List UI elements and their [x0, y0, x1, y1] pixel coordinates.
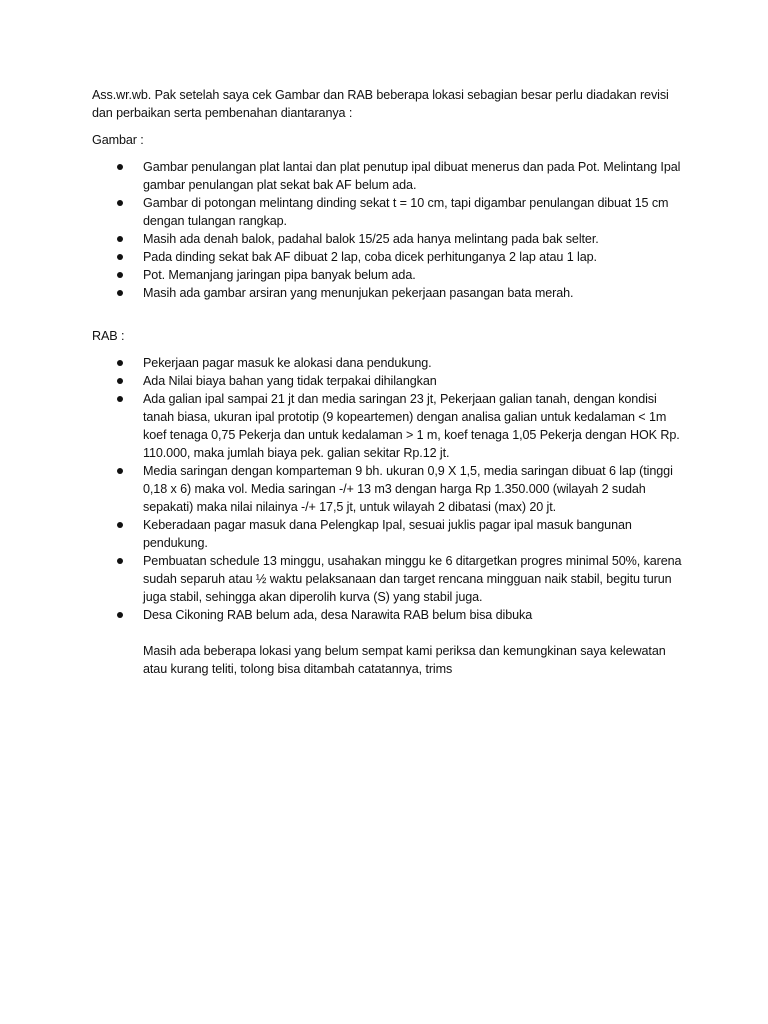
list-item	[92, 516, 682, 552]
list-item-text: Desa Cikoning RAB belum ada, desa Narawita RAB belum bisa dibuka	[143, 608, 533, 622]
bullet-icon	[117, 290, 123, 296]
list-item	[92, 194, 682, 230]
list-item	[92, 230, 682, 248]
bullet-icon	[117, 360, 123, 366]
bullet-icon	[117, 396, 123, 402]
closing-paragraph: Masih ada beberapa lokasi yang belum sempat kami periksa dan kemungkinan saya kelewatan atau kurang teliti, tolong bisa ditambah catatannya, trims	[143, 644, 666, 676]
gambar-list	[92, 158, 682, 302]
list-item-text: Keberadaan pagar masuk dana Pelengkap Ipal, sesuai juklis pagar ipal masuk bangunan pendukung.	[143, 518, 632, 550]
list-item	[92, 552, 682, 606]
list-item-text: Masih ada denah balok, padahal balok 15/25 ada hanya melintang pada bak selter.	[143, 232, 599, 246]
list-item	[92, 372, 682, 390]
intro-paragraph: Ass.wr.wb. Pak setelah saya cek Gambar dan RAB beberapa lokasi sebagian besar perlu diadakan revisi dan perbaikan serta pembenahan diantaranya :	[92, 88, 669, 120]
rab-heading: RAB :	[92, 329, 125, 343]
bullet-icon	[117, 254, 123, 260]
bullet-icon	[117, 164, 123, 170]
list-item	[92, 462, 682, 516]
list-item	[92, 390, 682, 462]
list-item	[92, 354, 682, 372]
list-item	[92, 266, 682, 284]
list-item-text: Pada dinding sekat bak AF dibuat 2 lap, coba dicek perhitunganya 2 lap atau 1 lap.	[143, 250, 597, 264]
gambar-heading: Gambar :	[92, 133, 144, 147]
list-item	[92, 606, 682, 624]
list-item-text: Gambar penulangan plat lantai dan plat penutup ipal dibuat menerus dan pada Pot. Melintang Ipal gambar penulangan plat sekat bak AF belum ada.	[143, 160, 681, 192]
bullet-icon	[117, 236, 123, 242]
section-spacer	[92, 302, 682, 327]
list-item-text: Ada Nilai biaya bahan yang tidak terpakai dihilangkan	[143, 374, 437, 388]
list-item-text: Media saringan dengan komparteman 9 bh. ukuran 0,9 X 1,5, media saringan dibuat 6 lap (tinggi 0,18 x 6) maka vol. Media saringan -/+ 13 m3 dengan harga Rp 1.350.000 (wilayah 2 sudah sepakati) maka nilai nilainya -/+ 17,5 jt, untuk wilayah 2 dibatasi (max) 20 jt.	[143, 464, 673, 514]
bullet-icon	[117, 272, 123, 278]
list-item-text: Pekerjaan pagar masuk ke alokasi dana pendukung.	[143, 356, 432, 370]
list-item-text: Gambar di potongan melintang dinding sekat t = 10 cm, tapi digambar penulangan dibuat 15 cm dengan tulangan rangkap.	[143, 196, 669, 228]
list-item	[92, 248, 682, 266]
list-item	[92, 158, 682, 194]
letter-body	[92, 86, 682, 678]
bullet-icon	[117, 378, 123, 384]
list-item-text: Pot. Memanjang jaringan pipa banyak belum ada.	[143, 268, 416, 282]
list-item-text: Masih ada gambar arsiran yang menunjukan pekerjaan pasangan bata merah.	[143, 286, 574, 300]
bullet-icon	[117, 612, 123, 618]
list-item	[92, 284, 682, 302]
bullet-icon	[117, 468, 123, 474]
bullet-icon	[117, 200, 123, 206]
list-item-text: Pembuatan schedule 13 minggu, usahakan minggu ke 6 ditargetkan progres minimal 50%, karena sudah separuh atau ½ waktu pelaksanaan dan target rencana mingguan naik stabil, begitu turun juga stabil, sehingga akan diperolih kurva (S) yang stabil juga.	[143, 554, 682, 604]
bullet-icon	[117, 558, 123, 564]
bullet-icon	[117, 522, 123, 528]
list-item-text: Ada galian ipal sampai 21 jt dan media saringan 23 jt, Pekerjaan galian tanah, dengan kondisi tanah biasa, ukuran ipal prototip (9 kopeartemen) dengan analisa galian untuk kedalaman < 1m koef tenaga 0,75 Pekerja dan untuk kedalaman > 1 m, koef tenaga 1,05 Pekerja dengan HOK Rp. 110.000, maka jumlah biaya pek. galian sekitar Rp.12 jt.	[143, 392, 680, 460]
rab-list	[92, 354, 682, 624]
